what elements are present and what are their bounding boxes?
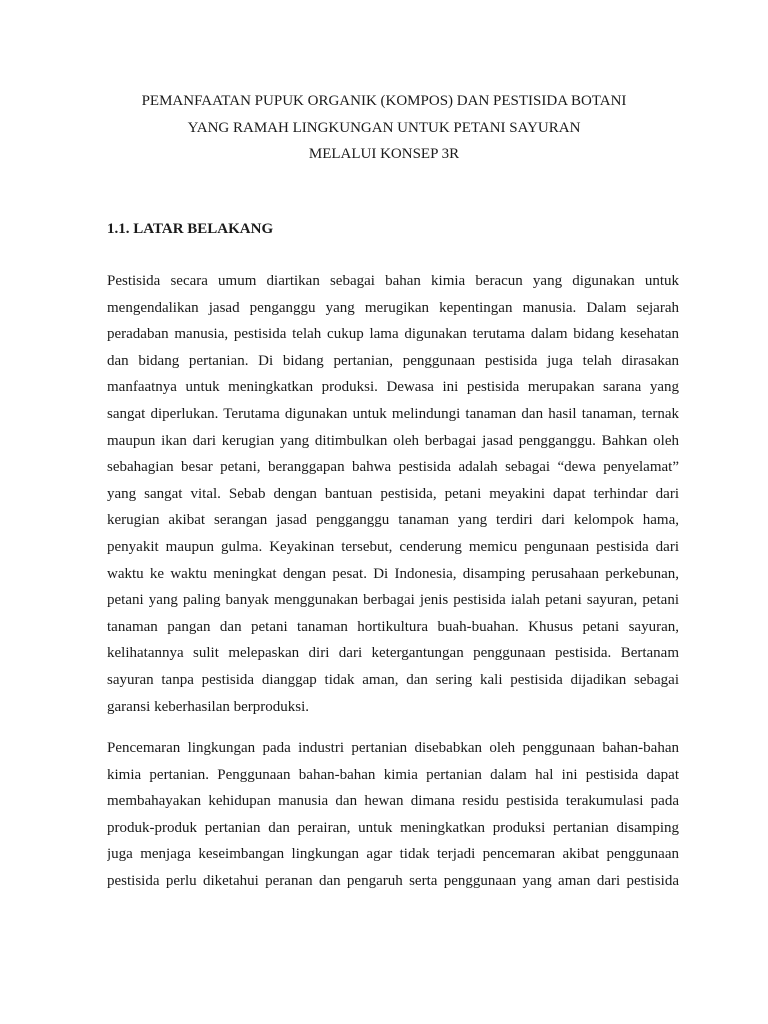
paragraph-line: sangat diperlukan. Terutama digunakan untuk melindungi tanaman dan hasil tanaman, ternak <box>107 405 679 422</box>
paragraph-line: sayuran tanpa pestisida dianggap tidak aman, dan sering kali pestisida dijadikan sebagai <box>107 671 679 688</box>
document-title <box>0 88 768 168</box>
paragraph-line: petani yang paling banyak menggunakan berbagai jenis pestisida ialah petani sayuran, petani <box>107 592 679 609</box>
title-line-3: MELALUI KONSEP 3R <box>308 146 460 162</box>
title-line-2: YANG RAMAH LINGKUNGAN UNTUK PETANI SAYURAN <box>187 119 581 136</box>
paragraph-line: Pestisida secara umum diartikan sebagai bahan kimia beracun yang digunakan untuk <box>107 273 679 289</box>
paragraph-line: kerugian akibat serangan jasad pengganggu tanaman yang terdiri dari kelompok hama, <box>107 512 679 529</box>
paragraph-line: juga menjaga keseimbangan lingkungan agar tidak terjadi pencemaran akibat penggunaan <box>107 846 679 863</box>
paragraph-line: kelihatannya sulit melepaskan diri dari ketergantungan penggunaan pestisida. Bertanam <box>107 645 679 662</box>
paragraph-line: dan bidang pertanian. Di bidang pertanian, penggunaan pestisida juga telah dirasakan <box>107 352 679 369</box>
paragraph-line: peradaban manusia, pestisida telah cukup lama digunakan terutama dalam bidang kesehatan <box>107 326 679 343</box>
paragraph-line: Pencemaran lingkungan pada industri pertanian disebabkan oleh penggunaan bahan-bahan <box>107 740 679 756</box>
paragraph-line: yang sangat vital. Sebab dengan bantuan pestisida, petani meyakini dapat terhindar dari <box>107 485 679 502</box>
paragraph-line: produk-produk pertanian dan perairan, untuk meningkatkan produksi pertanian disamping <box>107 819 679 836</box>
paragraph-line: sebahagian besar petani, beranggapan bahwa pestisida adalah sebagai “dewa penyelamat” <box>107 459 679 476</box>
paragraph-line: pestisida perlu diketahui peranan dan pengaruh serta penggunaan yang aman dari pestisida <box>107 872 679 889</box>
paragraph-line: maupun ikan dari kerugian yang ditimbulkan oleh berbagai jasad pengganggu. Bahkan oleh <box>107 432 679 449</box>
paragraph-line: waktu ke waktu meningkat dengan pesat. Di Indonesia, disamping perusahaan perkebunan, <box>107 565 679 582</box>
paragraph-1 <box>107 268 679 720</box>
paragraph-2 <box>107 735 679 895</box>
paragraph-line: membahayakan kehidupan manusia dan hewan dimana residu pestisida terakumulasi pada <box>107 793 679 810</box>
paragraph-line: tanaman pangan dan petani tanaman hortikultura buah-buahan. Khusus petani sayuran, <box>107 618 679 635</box>
title-line-1: PEMANFAATAN PUPUK ORGANIK (KOMPOS) DAN PESTISIDA BOTANI <box>141 93 627 109</box>
paragraph-line: mengendalikan jasad penganggu yang merugikan kepentingan manusia. Dalam sejarah <box>107 299 679 316</box>
paragraph-line: manfaatnya untuk meningkatkan produksi. Dewasa ini pestisida merupakan sarana yang <box>107 379 679 396</box>
paragraph-line: kimia pertanian. Penggunaan bahan-bahan kimia pertanian dalam hal ini pestisida dapat <box>107 766 679 783</box>
section-heading: 1.1. LATAR BELAKANG <box>107 221 274 237</box>
paragraph-line: garansi keberhasilan berproduksi. <box>107 698 310 715</box>
paragraph-line: penyakit maupun gulma. Keyakinan tersebut, cenderung memicu pengunaan pestisida dari <box>107 538 679 555</box>
